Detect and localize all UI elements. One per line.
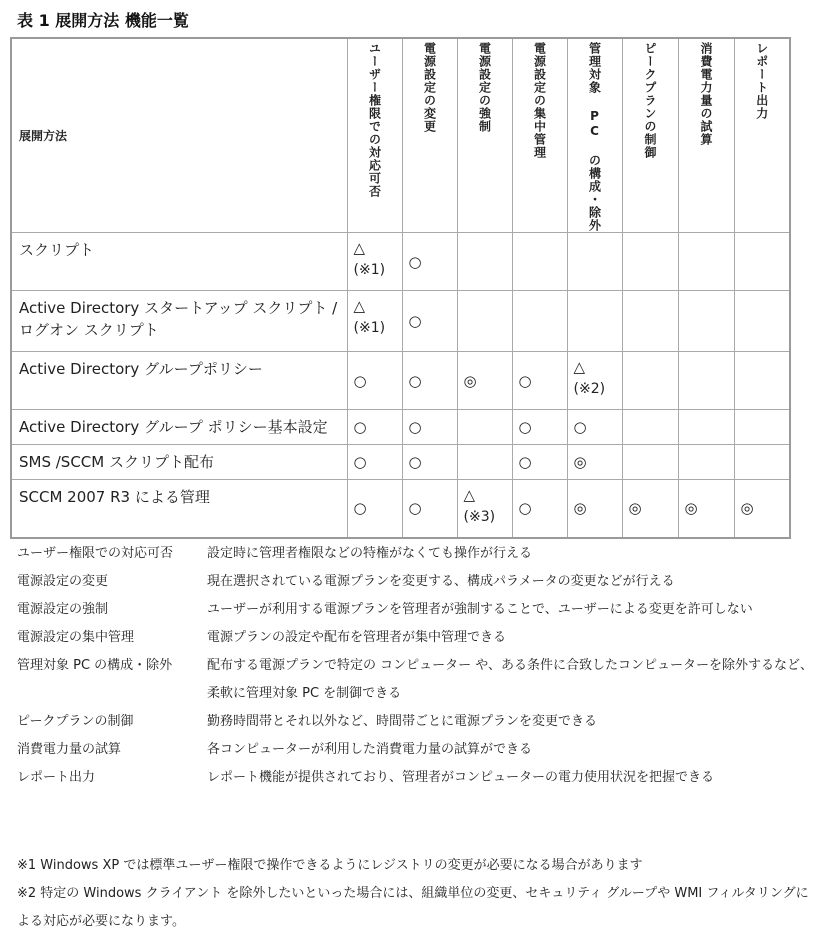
legend-item (17, 624, 817, 652)
feature-matrix-table (10, 37, 791, 539)
table-cell (622, 445, 678, 480)
footnotes (17, 852, 817, 936)
legend-list (17, 540, 817, 792)
method-cell: Active Directory スタートアップ スクリプト / ログオン スクリプト (11, 291, 347, 352)
table-row (11, 352, 790, 410)
table-cell (734, 291, 790, 352)
table-cell (512, 352, 567, 410)
column-header-label: レポート出力 (754, 42, 769, 120)
table-cell (678, 410, 734, 445)
column-header (567, 38, 622, 233)
cell-symbol: ○ (408, 252, 422, 271)
legend-description: ユーザーが利用する電源プランを管理者が強制することで、ユーザーによる変更を許可しない (207, 602, 753, 617)
legend-term: ピークプランの制御 (17, 714, 134, 729)
legend-item (17, 708, 817, 736)
column-header-label: 電源設定の強制 (477, 42, 492, 133)
table-cell (622, 352, 678, 410)
column-header (734, 38, 790, 233)
cell-symbol: ○ (408, 371, 422, 390)
legend-description: レポート機能が提供されており、管理者がコンピューターの電力使用状況を把握できる (207, 770, 715, 785)
table-cell (734, 480, 790, 538)
table-cell (622, 291, 678, 352)
table-cell (734, 445, 790, 480)
table-cell (678, 291, 734, 352)
table-cell (402, 291, 457, 352)
method-cell: スクリプト (11, 233, 347, 291)
legend-item (17, 568, 817, 596)
table-cell (678, 480, 734, 538)
table-cell (678, 233, 734, 291)
cell-symbol: ○ (573, 418, 587, 436)
cell-symbol: ◎ (740, 499, 754, 518)
cell-symbol: ○ (408, 418, 422, 436)
cell-symbol: ◎ (628, 499, 642, 518)
table-cell (567, 445, 622, 480)
table-row (11, 291, 790, 352)
legend-description: 配布する電源プランで特定の コンピューター や、ある条件に合致したコンピューターを除外するなど、柔軟に管理対象 PC を制御できる (207, 658, 814, 701)
cell-symbol: △ (573, 358, 586, 376)
table-cell (567, 352, 622, 410)
table-cell (567, 410, 622, 445)
column-header (622, 38, 678, 233)
cell-note: (※2) (573, 381, 606, 397)
table-cell (734, 352, 790, 410)
table-row (11, 233, 790, 291)
cell-symbol: △ (353, 297, 366, 315)
table-cell (402, 233, 457, 291)
table-cell (347, 480, 402, 538)
cell-symbol: ○ (408, 499, 422, 518)
table-cell (347, 445, 402, 480)
table-cell (512, 410, 567, 445)
table-cell (347, 233, 402, 291)
footnote: ※1 Windows XP では標準ユーザー権限で操作できるようにレジストリの変更が必要になる場合があります (17, 858, 643, 873)
legend-item (17, 764, 817, 792)
table-cell (678, 445, 734, 480)
cell-symbol: ◎ (573, 499, 587, 518)
table-cell (402, 480, 457, 538)
table-cell (457, 410, 512, 445)
column-header-label: ユーザー権限での対応可否 (367, 42, 382, 198)
table-cell (622, 410, 678, 445)
table-row (11, 480, 790, 538)
table-cell (402, 445, 457, 480)
cell-note: (※1) (353, 262, 386, 278)
cell-note: (※1) (353, 320, 386, 336)
legend-term: 電源設定の変更 (17, 574, 109, 589)
method-cell: Active Directory グループポリシー (11, 352, 347, 410)
table-cell (622, 233, 678, 291)
table-row (11, 410, 790, 445)
column-header-label: 電源設定の変更 (422, 42, 437, 133)
footnote: ※2 特定の Windows クライアント を除外したいといった場合には、組織単位の変更、セキュリティ グループや WMI フィルタリングによる対応が必要になります。 (17, 886, 809, 929)
table-cell (402, 410, 457, 445)
legend-description: 電源プランの設定や配布を管理者が集中管理できる (207, 630, 507, 645)
cell-symbol: ○ (518, 371, 532, 390)
table-cell (347, 352, 402, 410)
table-title: 表 1 展開方法 機能一覧 (17, 11, 189, 30)
legend-term: 電源設定の集中管理 (17, 630, 135, 645)
table-cell (347, 410, 402, 445)
table-cell (347, 291, 402, 352)
cell-symbol: ○ (353, 499, 367, 518)
table-cell (457, 352, 512, 410)
method-cell: SMS /SCCM スクリプト配布 (11, 445, 347, 480)
legend-description: 各コンピューターが利用した消費電力量の試算ができる (207, 742, 533, 757)
column-header (402, 38, 457, 233)
table-cell (622, 480, 678, 538)
method-cell: Active Directory グループ ポリシー基本設定 (11, 410, 347, 445)
cell-symbol: ◎ (573, 453, 587, 471)
table-row (11, 445, 790, 480)
corner-header: 展開方法 (11, 38, 347, 233)
header-row (11, 38, 790, 233)
column-header (512, 38, 567, 233)
cell-symbol: ○ (353, 418, 367, 436)
cell-symbol: ○ (353, 371, 367, 390)
table-cell (457, 445, 512, 480)
column-header-label: 消費電力量の試算 (699, 42, 713, 146)
legend-term: 電源設定の強制 (17, 602, 109, 617)
legend-item (17, 736, 817, 764)
legend-term: レポート出力 (17, 770, 96, 785)
cell-symbol: △ (463, 486, 476, 504)
table-cell (512, 445, 567, 480)
table-cell (567, 291, 622, 352)
cell-symbol: ◎ (463, 371, 477, 390)
cell-symbol: ○ (518, 453, 532, 471)
table-cell (402, 352, 457, 410)
table-cell (678, 352, 734, 410)
table-cell (457, 233, 512, 291)
table-cell (512, 291, 567, 352)
cell-symbol: ○ (408, 453, 422, 471)
legend-description: 勤務時間帯とそれ以外など、時間帯ごとに電源プランを変更できる (207, 714, 598, 729)
table-cell (567, 480, 622, 538)
table-cell (457, 291, 512, 352)
table-cell (734, 233, 790, 291)
cell-symbol: ○ (518, 418, 532, 436)
legend-item (17, 596, 817, 624)
column-header (678, 38, 734, 233)
cell-symbol: △ (353, 239, 366, 257)
cell-symbol: ◎ (684, 499, 698, 518)
table-cell (512, 233, 567, 291)
legend-item (17, 540, 817, 568)
cell-symbol: ○ (518, 499, 532, 518)
table-cell (457, 480, 512, 538)
legend-item (17, 652, 817, 708)
column-header-label: ピークプランの制御 (643, 42, 657, 159)
legend-term: ユーザー権限での対応可否 (17, 546, 174, 561)
cell-note: (※3) (463, 509, 496, 525)
legend-description: 設定時に管理者権限などの特権がなくても操作が行える (207, 546, 533, 561)
column-header-label: 管理対象 PC の構成・除外 (587, 42, 602, 232)
cell-symbol: ○ (353, 453, 367, 471)
table-cell (734, 410, 790, 445)
legend-term: 管理対象 PC の構成・除外 (17, 658, 173, 673)
legend-term: 消費電力量の試算 (17, 742, 122, 757)
method-cell: SCCM 2007 R3 による管理 (11, 480, 347, 538)
column-header (457, 38, 512, 233)
table-cell (567, 233, 622, 291)
cell-symbol: ○ (408, 312, 422, 330)
legend-description: 現在選択されている電源プランを変更する、構成パラメータの変更などが行える (207, 574, 675, 589)
column-header-label: 電源設定の集中管理 (532, 42, 547, 159)
table-cell (512, 480, 567, 538)
column-header (347, 38, 402, 233)
